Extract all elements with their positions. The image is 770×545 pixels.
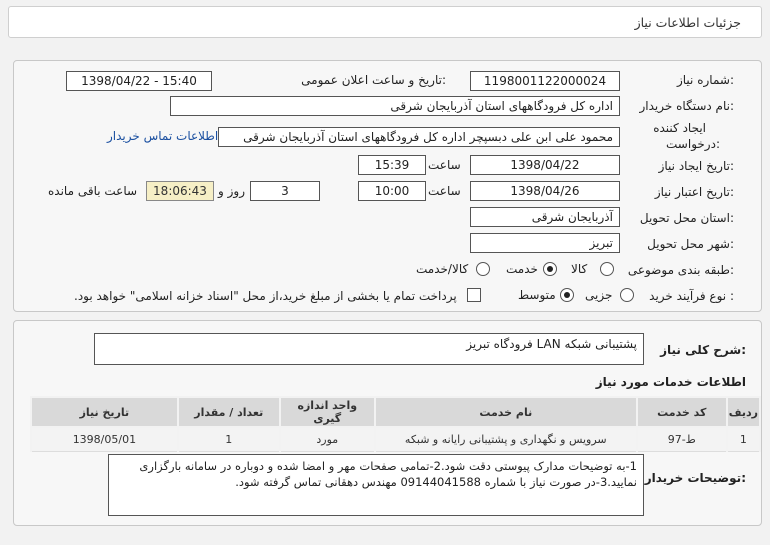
col-unit: واحد اندازه گیری xyxy=(280,397,375,427)
col-row-number: ردیف xyxy=(727,397,760,427)
buyer-org-field: اداره کل فرودگاههای استان آذربایجان شرقی xyxy=(170,96,620,116)
created-time-label: ساعت xyxy=(428,158,461,172)
announce-datetime-label: تاریخ و ساعت اعلان عمومی: xyxy=(301,73,446,87)
cell-service-code: ط-97 xyxy=(637,427,727,451)
city-label: شهر محل تحویل: xyxy=(647,237,734,251)
page-header xyxy=(8,6,762,38)
buyer-contact-link[interactable]: اطلاعات تماس خریدار xyxy=(107,129,219,143)
need-number-field: 1198001122000024 xyxy=(470,71,620,91)
days-and-label: روز و xyxy=(218,184,245,198)
process-type-label: نوع فرآیند خرید : xyxy=(649,289,734,303)
creator-label-1: ایجاد کننده xyxy=(653,121,706,135)
category-service-label: خدمت xyxy=(506,262,538,276)
process-medium-radio[interactable] xyxy=(560,288,574,302)
page-title: جزئیات اطلاعات نیاز xyxy=(634,15,741,30)
treasury-payment-checkbox[interactable] xyxy=(467,288,481,302)
col-need-date: تاریخ نیاز xyxy=(31,397,178,427)
buyer-notes-field: 1-به توضیحات مدارک پیوستی دقت شود.2-تمامی صفحات مهر و امضا شده و دوباره در سامانه بارگزاری نمایید.3-در صورت نیاز با شماره 09144041588 مهندس دهقانی تماس گرفته شود. xyxy=(108,454,644,516)
cell-service-name: سرویس و نگهداری و پشتیبانی رایانه و شبکه xyxy=(375,427,637,451)
buyer-org-label: نام دستگاه خریدار: xyxy=(639,99,734,113)
announce-datetime-field: 1398/04/22 - 15:40 xyxy=(66,71,212,91)
col-service-name: نام خدمت xyxy=(375,397,637,427)
cell-need-date: 1398/05/01 xyxy=(31,427,178,451)
validity-date-label: تاریخ اعتبار نیاز: xyxy=(654,185,734,199)
cell-row-number: 1 xyxy=(727,427,760,451)
created-date-label: تاریخ ایجاد نیاز: xyxy=(658,159,734,173)
process-minor-label: جزیی xyxy=(585,288,613,302)
need-number-label: شماره نیاز: xyxy=(676,73,734,87)
remaining-time-label: ساعت باقی مانده xyxy=(48,184,138,198)
process-minor-radio[interactable] xyxy=(620,288,634,302)
services-section-title: اطلاعات خدمات مورد نیاز xyxy=(595,375,746,389)
category-service-radio[interactable] xyxy=(543,262,557,276)
category-goods-radio[interactable] xyxy=(600,262,614,276)
remaining-days-field: 3 xyxy=(250,181,320,201)
validity-time-label: ساعت xyxy=(428,184,461,198)
general-description-label: شرح کلی نیاز: xyxy=(660,343,746,357)
remaining-time-field: 18:06:43 xyxy=(146,181,214,201)
created-time-field: 15:39 xyxy=(358,155,426,175)
category-goods-service-radio[interactable] xyxy=(476,262,490,276)
category-goods-label: کالا xyxy=(571,262,588,276)
cell-quantity: 1 xyxy=(178,427,280,451)
validity-time-field: 10:00 xyxy=(358,181,426,201)
services-table xyxy=(30,396,761,452)
table-row xyxy=(31,427,760,451)
buyer-notes-label: توضیحات خریدار: xyxy=(644,471,746,485)
category-goods-service-label: کالا/خدمت xyxy=(416,262,469,276)
treasury-payment-note: پرداخت تمام یا بخشی از مبلغ خرید،از محل "اسناد خزانه اسلامی" خواهد بود. xyxy=(74,289,457,303)
created-date-field: 1398/04/22 xyxy=(470,155,620,175)
general-description-field: پشتیبانی شبکه LAN فرودگاه تبریز xyxy=(94,333,644,365)
province-label: استان محل تحویل: xyxy=(639,211,734,225)
province-field: آذربایجان شرقی xyxy=(470,207,620,227)
category-label: طبقه بندی موضوعی: xyxy=(627,263,734,277)
cell-unit: مورد xyxy=(280,427,375,451)
validity-date-field: 1398/04/26 xyxy=(470,181,620,201)
process-medium-label: متوسط xyxy=(518,288,556,302)
city-field: تبریز xyxy=(470,233,620,253)
col-quantity: تعداد / مقدار xyxy=(178,397,280,427)
col-service-code: کد خدمت xyxy=(637,397,727,427)
services-table-header xyxy=(31,397,760,427)
creator-field: محمود علی ابن علی دبسپچر اداره کل فرودگاههای استان آذربایجان شرقی xyxy=(218,127,620,147)
creator-label-2: درخواست: xyxy=(666,137,720,151)
